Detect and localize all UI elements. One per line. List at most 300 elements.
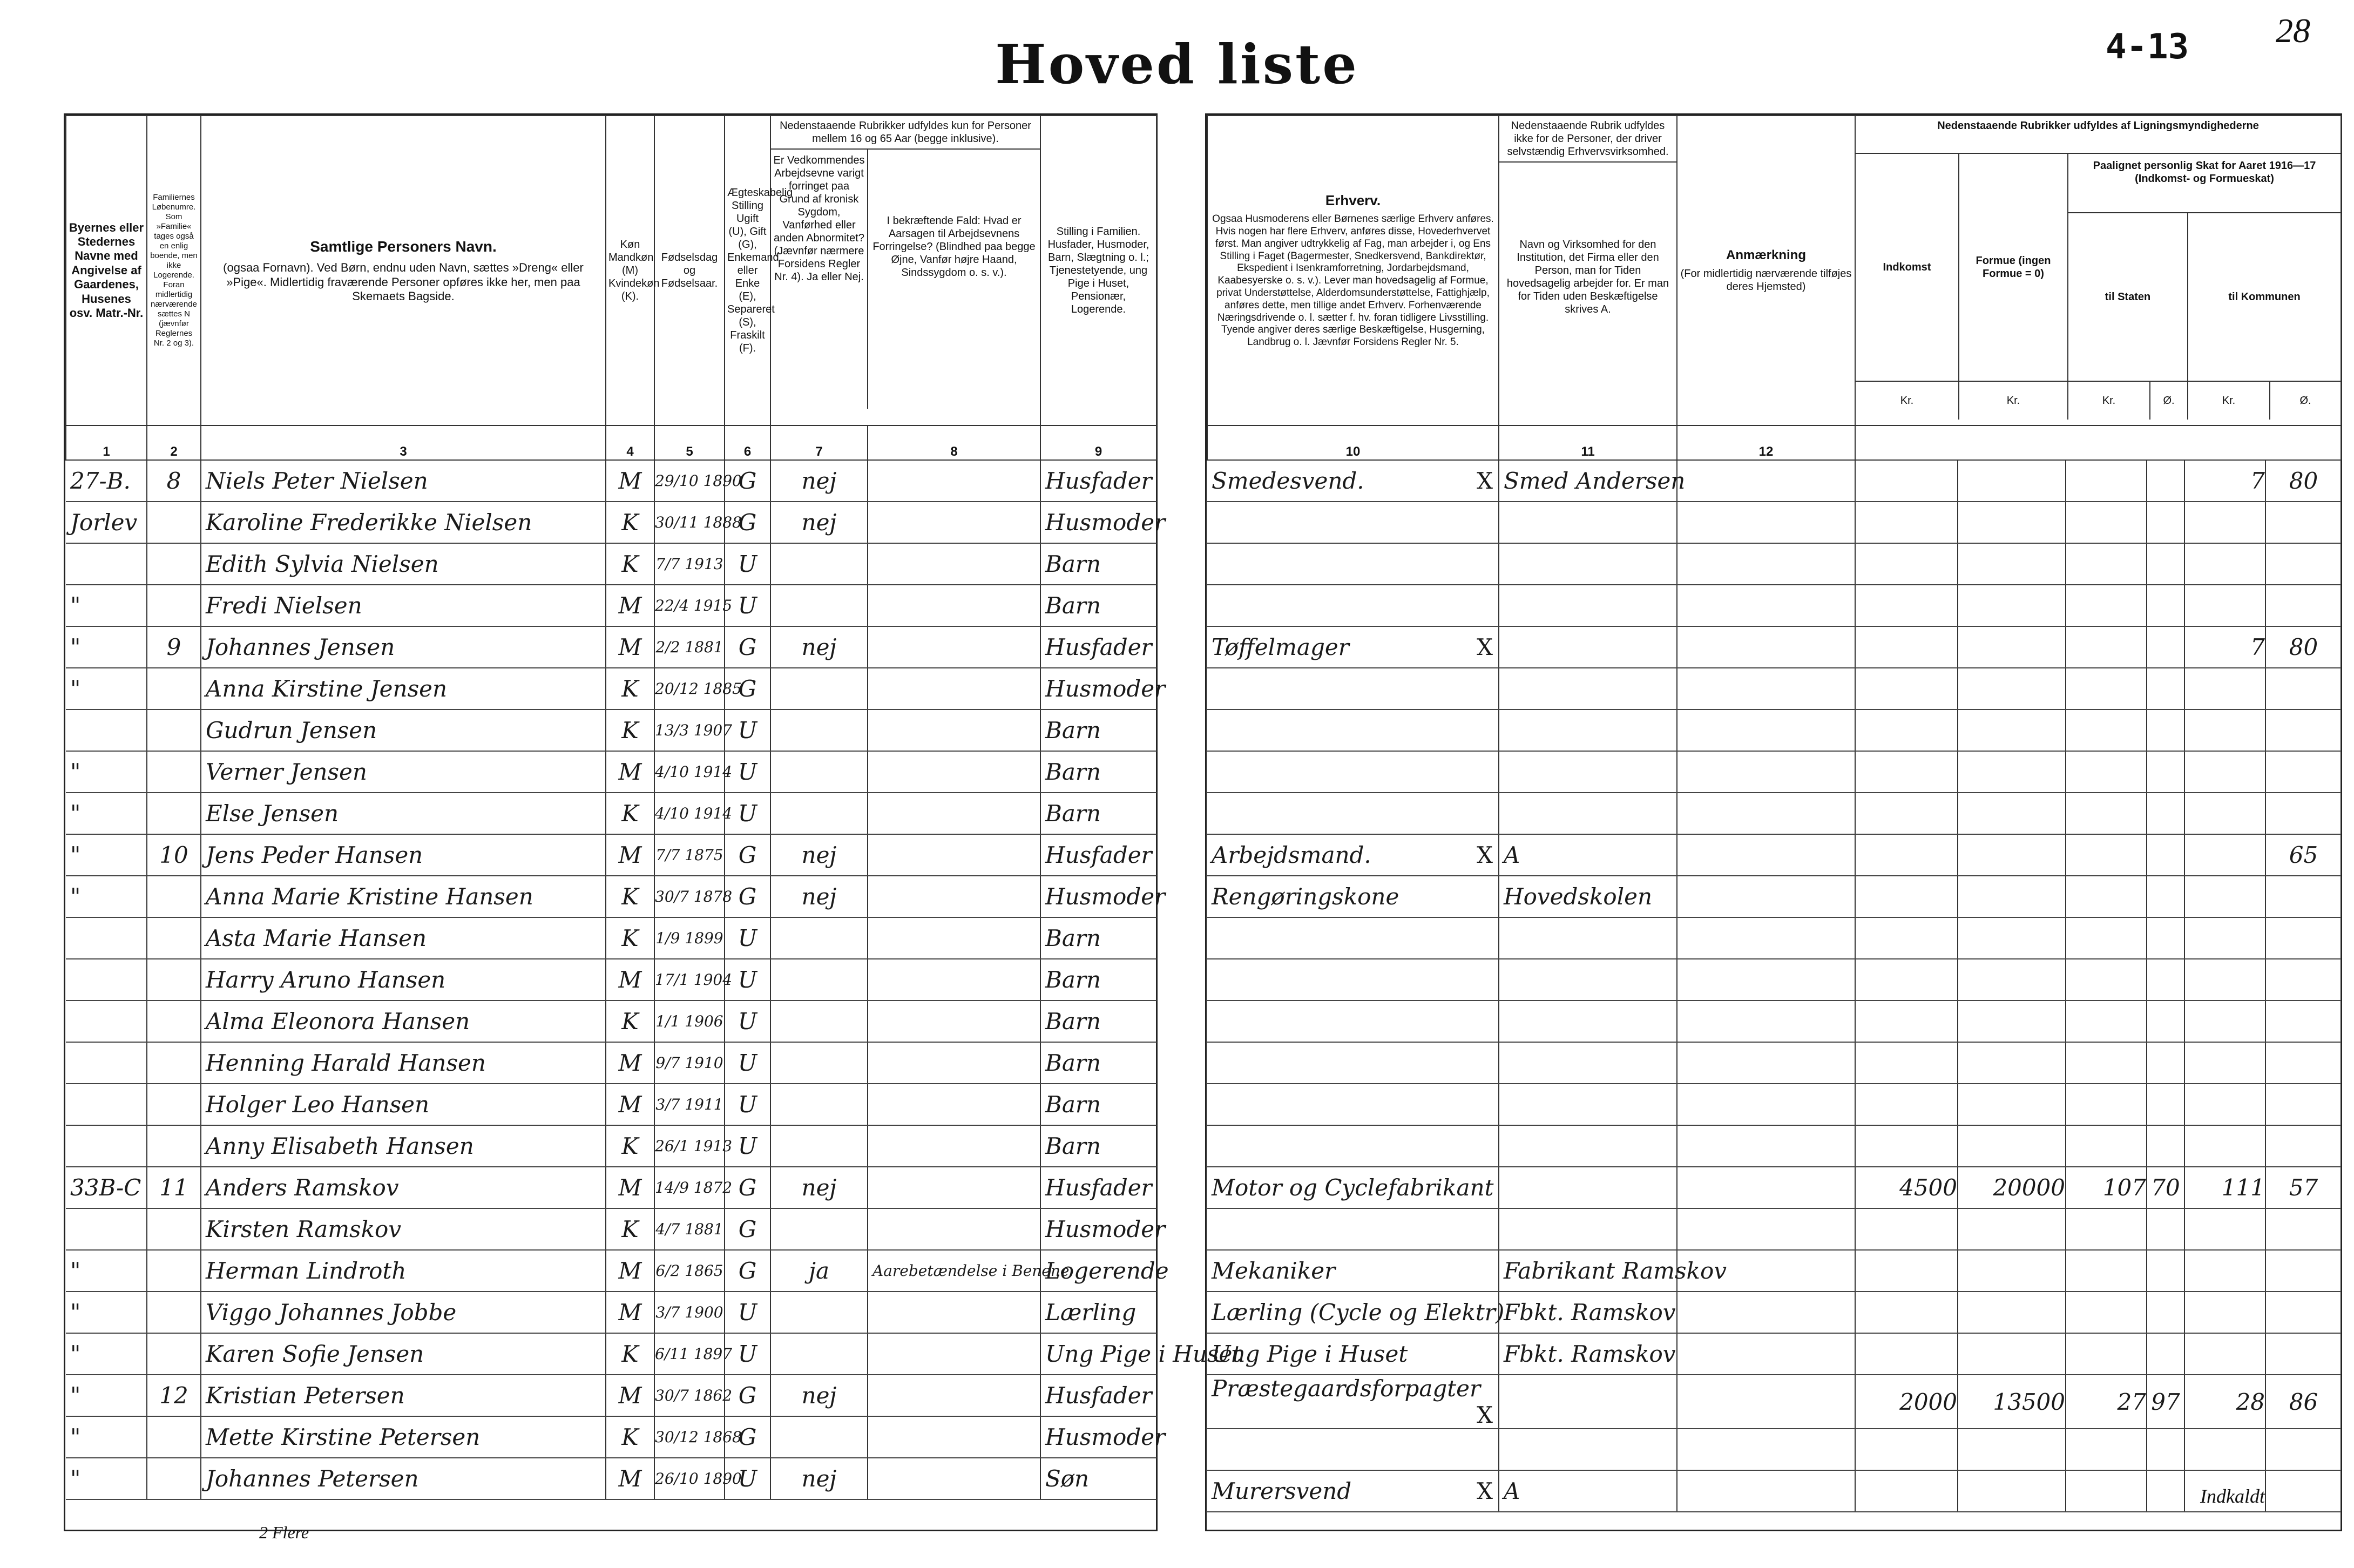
cell-income — [1855, 1084, 1958, 1125]
cell-family-role: Husfader — [1040, 1375, 1156, 1416]
cell-state-tax-kr — [2066, 585, 2147, 626]
occupation-text: Motor og Cyclefabrikant — [1212, 1174, 1494, 1201]
cell-employer: Fabrikant Ramskov — [1499, 1250, 1677, 1292]
cell-name: Gudrun Jensen — [201, 709, 606, 751]
right-page-form — [1205, 113, 2342, 1531]
header-col1: Byernes eller Stedernes Navne med Angivelse af Gaardenes, Husenes osv. Matr.-Nr. — [66, 116, 147, 425]
cell-birthdate: 4/10 1914 — [654, 751, 725, 793]
cell-state-tax-oere — [2147, 959, 2184, 1001]
cell-name: Viggo Johannes Jobbe — [201, 1292, 606, 1333]
cell-municipal-tax-oere — [2265, 1125, 2341, 1167]
cell-municipal-tax-kr — [2184, 1084, 2265, 1125]
cell-employer — [1499, 502, 1677, 543]
cell-disability-cause — [868, 834, 1040, 876]
cell-state-tax-kr — [2066, 1042, 2147, 1084]
cell-disability — [770, 1125, 868, 1167]
ledger-row — [66, 1292, 1156, 1333]
cell-municipal-tax-kr — [2184, 668, 2265, 709]
header-col8: I bekræftende Fald: Hvad er Aarsagen til Arbejdsevnens Forringelse? (Blindhed paa begge Øjne, Vanfør højre Haand, Sindssygdom o. s. v.). — [872, 215, 1036, 279]
cell-state-tax-oere — [2147, 1125, 2184, 1167]
ledger-row — [66, 502, 1156, 543]
occupation-text: Mekaniker — [1212, 1258, 1336, 1284]
ledger-row — [1207, 1084, 2341, 1125]
ledger-row — [1207, 1042, 2341, 1084]
cell-family-number — [147, 959, 201, 1001]
ledger-row — [66, 834, 1156, 876]
cell-income — [1855, 1292, 1958, 1333]
cell-occupation — [1207, 1001, 1499, 1042]
ledger-row — [1207, 876, 2341, 917]
cell-disability — [770, 1333, 868, 1375]
ledger-row — [66, 1001, 1156, 1042]
cell-municipal-tax-kr — [2184, 502, 2265, 543]
cell-occupation — [1207, 709, 1499, 751]
cell-disability-cause: Aarebetændelse i Benene — [868, 1250, 1040, 1292]
cell-place — [66, 917, 147, 959]
cell-employer — [1499, 1429, 1677, 1470]
cell-municipal-tax-oere — [2265, 1208, 2341, 1250]
cell-municipal-tax-kr — [2184, 834, 2265, 876]
cell-family-role: Husfader — [1040, 460, 1156, 502]
header-col2: Familiernes Løbenumre. Som »Familie« tages også en enlig boende, men ikke Logerende. Foran midlertidig nærværende sættes N (jævnfør Reglernes Nr. 2 og 3). — [147, 116, 201, 425]
cell-disability — [770, 917, 868, 959]
ledger-row — [66, 1084, 1156, 1125]
cell-name: Fredi Nielsen — [201, 585, 606, 626]
ledger-row — [1207, 709, 2341, 751]
cell-fortune — [1958, 668, 2066, 709]
cell-employer — [1499, 668, 1677, 709]
col-number: 12 — [1677, 425, 1855, 460]
cell-occupation — [1207, 1084, 1499, 1125]
occupation-text: Ung Pige i Huset — [1212, 1341, 1408, 1367]
cell-fortune — [1958, 1001, 2066, 1042]
cell-state-tax-oere — [2147, 917, 2184, 959]
cell-civil-status: U — [725, 751, 770, 793]
cell-disability: nej — [770, 1458, 868, 1499]
cell-fortune — [1958, 876, 2066, 917]
cell-municipal-tax-kr — [2184, 1250, 2265, 1292]
header-kr-unit: Kr. — [1856, 381, 1958, 420]
right-ledger-body — [1207, 460, 2341, 1512]
cell-note — [1677, 668, 1855, 709]
cell-employer — [1499, 1084, 1677, 1125]
ledger-row — [1207, 834, 2341, 876]
cell-income — [1855, 834, 1958, 876]
header-col12-text: (For midlertidig nærværende tilføjes deres Hjemsted) — [1680, 268, 1852, 293]
ledger-row — [66, 751, 1156, 793]
cell-municipal-tax-kr: 28 — [2184, 1375, 2265, 1429]
cell-employer — [1499, 1125, 1677, 1167]
cell-municipal-tax-oere — [2265, 502, 2341, 543]
cell-place: 33B-C — [66, 1167, 147, 1208]
ledger-row — [1207, 1333, 2341, 1375]
cell-state-tax-kr — [2066, 709, 2147, 751]
cell-employer — [1499, 626, 1677, 668]
header-skat-title: Paalignet personlig Skat for Aaret 1916—17 (Indkomst- og Formueskat) — [2068, 154, 2341, 213]
ledger-row — [1207, 585, 2341, 626]
cell-sex: K — [606, 793, 654, 834]
cell-birthdate: 29/10 1890 — [654, 460, 725, 502]
cell-state-tax-oere — [2147, 793, 2184, 834]
cell-municipal-tax-oere: 80 — [2265, 460, 2341, 502]
cell-employer — [1499, 917, 1677, 959]
cell-name: Mette Kirstine Petersen — [201, 1416, 606, 1458]
cell-family-number — [147, 668, 201, 709]
cell-name: Herman Lindroth — [201, 1250, 606, 1292]
ledger-row — [1207, 959, 2341, 1001]
cell-civil-status: G — [725, 834, 770, 876]
cell-civil-status: U — [725, 1333, 770, 1375]
cell-state-tax-oere — [2147, 1470, 2184, 1512]
cell-note — [1677, 1375, 1855, 1429]
cell-civil-status: U — [725, 917, 770, 959]
cell-municipal-tax-kr — [2184, 1042, 2265, 1084]
cell-place — [66, 1084, 147, 1125]
cell-employer — [1499, 793, 1677, 834]
cell-income — [1855, 1208, 1958, 1250]
cell-municipal-tax-oere — [2265, 543, 2341, 585]
cell-state-tax-oere: 70 — [2147, 1167, 2184, 1208]
cell-municipal-tax-oere: 86 — [2265, 1375, 2341, 1429]
cell-name: Holger Leo Hansen — [201, 1084, 606, 1125]
cell-civil-status: U — [725, 1125, 770, 1167]
cell-municipal-tax-kr: 111 — [2184, 1167, 2265, 1208]
header-kr-unit: Kr. — [2188, 382, 2270, 420]
ledger-row — [1207, 793, 2341, 834]
cell-municipal-tax-kr — [2184, 1292, 2265, 1333]
cell-employer: Fbkt. Ramskov — [1499, 1333, 1677, 1375]
cell-state-tax-kr — [2066, 917, 2147, 959]
cell-note — [1677, 626, 1855, 668]
header-col7: Er Vedkommendes Arbejdsevne varigt forringet paa Grund af kronisk Sygdom, Vanførhed eller anden Abnormitet? (Jævnfør nærmere Forsidens Regler Nr. 4). Ja eller Nej. — [771, 150, 868, 409]
cell-state-tax-kr — [2066, 959, 2147, 1001]
cell-civil-status: U — [725, 543, 770, 585]
cell-family-number: 12 — [147, 1375, 201, 1416]
cell-family-role: Ung Pige i Huset — [1040, 1333, 1156, 1375]
cell-state-tax-oere — [2147, 709, 2184, 751]
cell-state-tax-oere — [2147, 543, 2184, 585]
cell-family-role: Barn — [1040, 1042, 1156, 1084]
cell-state-tax-oere — [2147, 834, 2184, 876]
cell-occupation — [1207, 543, 1499, 585]
cell-fortune — [1958, 793, 2066, 834]
cell-name: Kirsten Ramskov — [201, 1208, 606, 1250]
cell-sex: K — [606, 502, 654, 543]
cell-civil-status: G — [725, 1250, 770, 1292]
cell-disability — [770, 959, 868, 1001]
cell-place — [66, 959, 147, 1001]
cell-disability — [770, 1416, 868, 1458]
cell-municipal-tax-kr — [2184, 1429, 2265, 1470]
cell-municipal-tax-oere — [2265, 709, 2341, 751]
cell-state-tax-kr — [2066, 1250, 2147, 1292]
cell-birthdate: 22/4 1915 — [654, 585, 725, 626]
cell-family-role: Barn — [1040, 959, 1156, 1001]
cell-place: 27-B. — [66, 460, 147, 502]
cell-fortune — [1958, 1250, 2066, 1292]
cell-note — [1677, 1125, 1855, 1167]
cell-family-role: Husmoder — [1040, 1208, 1156, 1250]
cell-employer — [1499, 959, 1677, 1001]
cell-place — [66, 1042, 147, 1084]
header-til-kommunen: til Kommunen — [2228, 291, 2301, 303]
cell-place: " — [66, 1250, 147, 1292]
cell-sex: K — [606, 668, 654, 709]
cell-family-number: 9 — [147, 626, 201, 668]
cell-occupation — [1207, 1167, 1499, 1208]
cell-name: Edith Sylvia Nielsen — [201, 543, 606, 585]
cell-municipal-tax-oere — [2265, 1250, 2341, 1292]
cell-civil-status: U — [725, 1458, 770, 1499]
cell-birthdate: 1/1 1906 — [654, 1001, 725, 1042]
header-col12-title: Anmærkning — [1726, 247, 1806, 262]
header-col7-8-group: Nedenstaaende Rubrikker udfyldes kun for Personer mellem 16 og 65 Aar (begge inklusive). — [771, 116, 1040, 150]
cell-family-number — [147, 585, 201, 626]
cell-income — [1855, 1470, 1958, 1512]
cell-birthdate: 9/7 1910 — [654, 1042, 725, 1084]
cell-family-number — [147, 1292, 201, 1333]
cell-fortune — [1958, 502, 2066, 543]
cell-disability: nej — [770, 626, 868, 668]
header-col12 — [1677, 116, 1855, 425]
cell-state-tax-oere — [2147, 1001, 2184, 1042]
cell-sex: M — [606, 460, 654, 502]
cell-occupation — [1207, 626, 1499, 668]
cell-state-tax-kr — [2066, 1208, 2147, 1250]
cell-municipal-tax-oere — [2265, 1333, 2341, 1375]
cell-sex: M — [606, 1167, 654, 1208]
cell-family-number: 8 — [147, 460, 201, 502]
cell-disability-cause — [868, 959, 1040, 1001]
cell-family-number — [147, 751, 201, 793]
ledger-row — [1207, 917, 2341, 959]
cell-disability-cause — [868, 502, 1040, 543]
header-col3-title: Samtlige Personers Navn. — [310, 238, 497, 255]
cell-employer — [1499, 751, 1677, 793]
cell-birthdate: 3/7 1900 — [654, 1292, 725, 1333]
cell-sex: K — [606, 1208, 654, 1250]
cell-sex: M — [606, 585, 654, 626]
cell-birthdate: 7/7 1913 — [654, 543, 725, 585]
cell-birthdate: 14/9 1872 — [654, 1167, 725, 1208]
cell-fortune — [1958, 751, 2066, 793]
cell-name: Johannes Jensen — [201, 626, 606, 668]
cell-fortune — [1958, 1208, 2066, 1250]
cell-name: Karoline Frederikke Nielsen — [201, 502, 606, 543]
cell-place: " — [66, 876, 147, 917]
cell-family-role: Husfader — [1040, 1167, 1156, 1208]
cell-birthdate: 4/7 1881 — [654, 1208, 725, 1250]
cell-municipal-tax-kr — [2184, 917, 2265, 959]
cell-fortune — [1958, 1429, 2066, 1470]
cell-family-role: Barn — [1040, 543, 1156, 585]
cell-disability-cause — [868, 1042, 1040, 1084]
ledger-row — [66, 1458, 1156, 1499]
cell-disability — [770, 1084, 868, 1125]
cell-sex: M — [606, 1084, 654, 1125]
cell-civil-status: U — [725, 793, 770, 834]
cell-disability-cause — [868, 793, 1040, 834]
cell-note — [1677, 502, 1855, 543]
cell-place — [66, 543, 147, 585]
cell-occupation — [1207, 502, 1499, 543]
cell-family-number: 10 — [147, 834, 201, 876]
cell-family-number: 11 — [147, 1167, 201, 1208]
cell-note — [1677, 793, 1855, 834]
cell-state-tax-kr — [2066, 1084, 2147, 1125]
cell-family-number — [147, 543, 201, 585]
cell-state-tax-kr — [2066, 1001, 2147, 1042]
cell-occupation — [1207, 751, 1499, 793]
cell-place — [66, 709, 147, 751]
header-col4: Køn Mandkøn (M) Kvindekøn (K). — [606, 116, 654, 425]
cell-occupation — [1207, 1125, 1499, 1167]
cell-municipal-tax-oere — [2265, 668, 2341, 709]
cell-municipal-tax-oere: 65 — [2265, 834, 2341, 876]
cell-family-number — [147, 1125, 201, 1167]
cell-name: Verner Jensen — [201, 751, 606, 793]
cell-disability-cause — [868, 1001, 1040, 1042]
cross-mark: X — [1477, 468, 1493, 494]
cell-state-tax-kr: 107 — [2066, 1167, 2147, 1208]
ledger-row — [66, 876, 1156, 917]
cell-municipal-tax-oere — [2265, 1001, 2341, 1042]
cell-state-tax-kr — [2066, 751, 2147, 793]
ledger-row — [1207, 751, 2341, 793]
cell-family-role: Barn — [1040, 1001, 1156, 1042]
cell-disability-cause — [868, 1333, 1040, 1375]
cell-occupation — [1207, 1042, 1499, 1084]
ledger-row — [66, 585, 1156, 626]
ledger-row — [66, 793, 1156, 834]
cell-name: Henning Harald Hansen — [201, 1042, 606, 1084]
cell-note — [1677, 751, 1855, 793]
cell-name: Kristian Petersen — [201, 1375, 606, 1416]
cell-state-tax-kr — [2066, 1470, 2147, 1512]
cell-family-role: Barn — [1040, 1084, 1156, 1125]
cell-municipal-tax-kr — [2184, 959, 2265, 1001]
cell-sex: M — [606, 626, 654, 668]
ledger-row — [1207, 543, 2341, 585]
cell-civil-status: G — [725, 1375, 770, 1416]
cell-disability — [770, 543, 868, 585]
ledger-row — [66, 959, 1156, 1001]
header-til-staten: til Staten — [2105, 291, 2151, 303]
cell-state-tax-kr: 27 — [2066, 1375, 2147, 1429]
cell-fortune — [1958, 1042, 2066, 1084]
cell-family-role: Barn — [1040, 1125, 1156, 1167]
cell-state-tax-kr — [2066, 1125, 2147, 1167]
cell-municipal-tax-oere — [2265, 1042, 2341, 1084]
cell-employer: A — [1499, 834, 1677, 876]
cell-sex: K — [606, 1125, 654, 1167]
cell-disability: nej — [770, 876, 868, 917]
cell-occupation — [1207, 1250, 1499, 1292]
cell-occupation — [1207, 959, 1499, 1001]
col-number: 8 — [868, 425, 1040, 460]
cell-civil-status: G — [725, 876, 770, 917]
cell-birthdate: 20/12 1885 — [654, 668, 725, 709]
cell-civil-status: G — [725, 502, 770, 543]
cell-family-role: Lærling — [1040, 1292, 1156, 1333]
occupation-text: Smedesvend. — [1212, 468, 1364, 494]
col-number-blank — [1855, 425, 2341, 460]
left-page-form — [64, 113, 1242, 1531]
occupation-text: Lærling (Cycle og Elektr) — [1212, 1299, 1505, 1326]
ledger-row — [66, 668, 1156, 709]
cell-income — [1855, 1125, 1958, 1167]
cell-income — [1855, 959, 1958, 1001]
cell-birthdate: 7/7 1875 — [654, 834, 725, 876]
cell-occupation — [1207, 1375, 1499, 1429]
cell-place: " — [66, 668, 147, 709]
header-tax-group — [1855, 116, 2341, 425]
cell-state-tax-oere — [2147, 502, 2184, 543]
cell-sex: K — [606, 709, 654, 751]
cell-municipal-tax-kr — [2184, 1001, 2265, 1042]
cell-family-number — [147, 502, 201, 543]
cell-name: Karen Sofie Jensen — [201, 1333, 606, 1375]
ledger-row — [1207, 1208, 2341, 1250]
occupation-text: Rengøringskone — [1212, 883, 1399, 910]
cell-disability-cause — [868, 585, 1040, 626]
cell-civil-status: G — [725, 1167, 770, 1208]
cell-name: Anna Marie Kristine Hansen — [201, 876, 606, 917]
cell-disability-cause — [868, 1167, 1040, 1208]
cell-municipal-tax-oere — [2265, 959, 2341, 1001]
cell-place — [66, 1001, 147, 1042]
ledger-row — [66, 1208, 1156, 1250]
cell-state-tax-kr — [2066, 543, 2147, 585]
cell-family-role: Husmoder — [1040, 668, 1156, 709]
cell-sex: M — [606, 1042, 654, 1084]
cell-occupation — [1207, 834, 1499, 876]
cell-state-tax-oere — [2147, 1042, 2184, 1084]
cell-municipal-tax-kr: 7 — [2184, 626, 2265, 668]
cell-note — [1677, 1042, 1855, 1084]
cell-fortune — [1958, 1125, 2066, 1167]
cell-place: " — [66, 1458, 147, 1499]
cell-civil-status: G — [725, 626, 770, 668]
ledger-row — [1207, 668, 2341, 709]
cell-municipal-tax-oere — [2265, 917, 2341, 959]
cell-state-tax-oere — [2147, 1292, 2184, 1333]
header-col5: Fødselsdag og Fødselsaar. — [654, 116, 725, 425]
cell-note — [1677, 876, 1855, 917]
header-col7-8 — [770, 116, 1040, 425]
ledger-row — [66, 460, 1156, 502]
cell-disability-cause — [868, 751, 1040, 793]
cell-disability — [770, 668, 868, 709]
header-kr-unit: Kr. — [2068, 382, 2150, 420]
cell-sex: M — [606, 1458, 654, 1499]
cell-family-role: Husfader — [1040, 626, 1156, 668]
ledger-row — [66, 1416, 1156, 1458]
cell-municipal-tax-oere — [2265, 585, 2341, 626]
occupation-text: Tøffelmager — [1212, 634, 1349, 660]
cell-place: " — [66, 626, 147, 668]
cell-note — [1677, 1001, 1855, 1042]
cell-birthdate: 4/10 1914 — [654, 793, 725, 834]
cell-family-number — [147, 1042, 201, 1084]
cell-state-tax-kr — [2066, 793, 2147, 834]
occupation-text: Præstegaardsforpagter — [1212, 1375, 1481, 1402]
cell-fortune — [1958, 1470, 2066, 1512]
header-col3 — [201, 116, 606, 425]
cell-name: Harry Aruno Hansen — [201, 959, 606, 1001]
cell-place — [66, 1208, 147, 1250]
cell-municipal-tax-kr — [2184, 585, 2265, 626]
